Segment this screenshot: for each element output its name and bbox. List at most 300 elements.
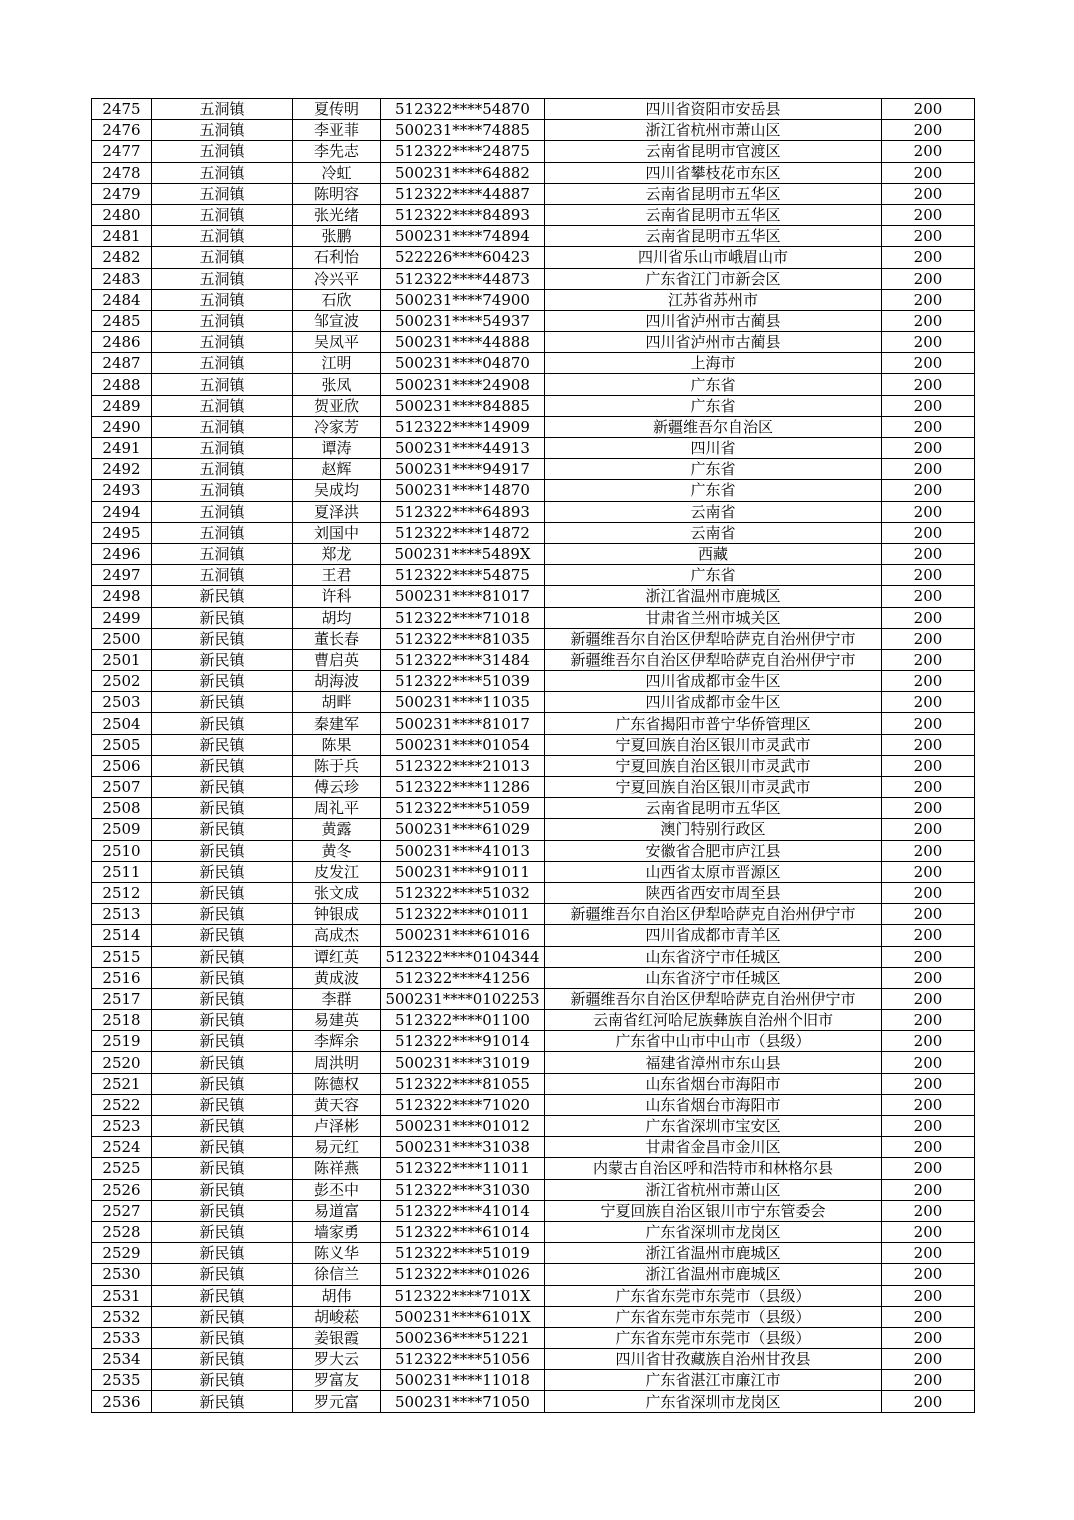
town-cell: 新民镇 <box>152 988 293 1009</box>
amount-cell: 200 <box>882 1052 975 1073</box>
town-cell: 新民镇 <box>152 1179 293 1200</box>
amount-cell: 200 <box>882 586 975 607</box>
table-row <box>92 1031 975 1052</box>
town-cell: 五洞镇 <box>152 332 293 353</box>
table-row <box>92 99 975 120</box>
table-row <box>92 501 975 522</box>
id-number-cell: 512322****11286 <box>381 777 545 798</box>
amount-cell: 200 <box>882 1158 975 1179</box>
location-cell: 广东省东莞市东莞市（县级） <box>545 1306 882 1327</box>
amount-cell: 200 <box>882 1285 975 1306</box>
id-number-cell: 500236****51221 <box>381 1327 545 1348</box>
name-cell: 周礼平 <box>293 798 381 819</box>
name-cell: 易建英 <box>293 1010 381 1031</box>
location-cell: 广东省 <box>545 480 882 501</box>
id-number-cell: 512322****51059 <box>381 798 545 819</box>
amount-cell: 200 <box>882 1370 975 1391</box>
id-number-cell: 500231****0102253 <box>381 988 545 1009</box>
amount-cell: 200 <box>882 1243 975 1264</box>
amount-cell: 200 <box>882 268 975 289</box>
town-cell: 新民镇 <box>152 1306 293 1327</box>
id-number-cell: 500231****74885 <box>381 120 545 141</box>
amount-cell: 200 <box>882 1179 975 1200</box>
amount-cell: 200 <box>882 395 975 416</box>
row-number-cell: 2517 <box>92 988 152 1009</box>
table-row <box>92 289 975 310</box>
location-cell: 浙江省杭州市萧山区 <box>545 1179 882 1200</box>
location-cell: 广东省江门市新会区 <box>545 268 882 289</box>
id-number-cell: 512322****41014 <box>381 1200 545 1221</box>
amount-cell: 200 <box>882 628 975 649</box>
town-cell: 新民镇 <box>152 798 293 819</box>
location-cell: 福建省漳州市东山县 <box>545 1052 882 1073</box>
town-cell: 新民镇 <box>152 946 293 967</box>
name-cell: 夏泽洪 <box>293 501 381 522</box>
town-cell: 新民镇 <box>152 1391 293 1412</box>
row-number-cell: 2489 <box>92 395 152 416</box>
town-cell: 新民镇 <box>152 967 293 988</box>
id-number-cell: 512322****7101X <box>381 1285 545 1306</box>
table-row <box>92 734 975 755</box>
name-cell: 李先志 <box>293 141 381 162</box>
row-number-cell: 2499 <box>92 607 152 628</box>
id-number-cell: 512322****54870 <box>381 99 545 120</box>
id-number-cell: 512322****44873 <box>381 268 545 289</box>
amount-cell: 200 <box>882 671 975 692</box>
id-number-cell: 512322****51032 <box>381 882 545 903</box>
table-row <box>92 840 975 861</box>
name-cell: 李亚菲 <box>293 120 381 141</box>
id-number-cell: 512322****54875 <box>381 565 545 586</box>
amount-cell: 200 <box>882 1391 975 1412</box>
town-cell: 五洞镇 <box>152 204 293 225</box>
id-number-cell: 500231****71050 <box>381 1391 545 1412</box>
town-cell: 新民镇 <box>152 1370 293 1391</box>
location-cell: 四川省泸州市古蔺县 <box>545 332 882 353</box>
id-number-cell: 512322****11011 <box>381 1158 545 1179</box>
name-cell: 黄露 <box>293 819 381 840</box>
town-cell: 新民镇 <box>152 713 293 734</box>
row-number-cell: 2476 <box>92 120 152 141</box>
amount-cell: 200 <box>882 1094 975 1115</box>
name-cell: 徐信兰 <box>293 1264 381 1285</box>
name-cell: 姜银霞 <box>293 1327 381 1348</box>
name-cell: 罗元富 <box>293 1391 381 1412</box>
town-cell: 新民镇 <box>152 628 293 649</box>
row-number-cell: 2516 <box>92 967 152 988</box>
town-cell: 五洞镇 <box>152 565 293 586</box>
town-cell: 新民镇 <box>152 1073 293 1094</box>
id-number-cell: 512322****14872 <box>381 522 545 543</box>
name-cell: 陈义华 <box>293 1243 381 1264</box>
name-cell: 罗富友 <box>293 1370 381 1391</box>
location-cell: 新疆维吾尔自治区 <box>545 416 882 437</box>
name-cell: 陈祥燕 <box>293 1158 381 1179</box>
row-number-cell: 2481 <box>92 226 152 247</box>
amount-cell: 200 <box>882 777 975 798</box>
location-cell: 云南省昆明市五华区 <box>545 226 882 247</box>
row-number-cell: 2484 <box>92 289 152 310</box>
town-cell: 新民镇 <box>152 840 293 861</box>
id-number-cell: 500231****6101X <box>381 1306 545 1327</box>
table-row <box>92 353 975 374</box>
town-cell: 五洞镇 <box>152 289 293 310</box>
table-row <box>92 755 975 776</box>
table-row <box>92 416 975 437</box>
id-number-cell: 512322****81035 <box>381 628 545 649</box>
table-row <box>92 967 975 988</box>
name-cell: 罗大云 <box>293 1349 381 1370</box>
table-row <box>92 1052 975 1073</box>
id-number-cell: 500231****31019 <box>381 1052 545 1073</box>
id-number-cell: 500231****11018 <box>381 1370 545 1391</box>
location-cell: 广东省 <box>545 565 882 586</box>
table-row <box>92 204 975 225</box>
table-row <box>92 692 975 713</box>
row-number-cell: 2529 <box>92 1243 152 1264</box>
name-cell: 刘国中 <box>293 522 381 543</box>
name-cell: 陈果 <box>293 734 381 755</box>
row-number-cell: 2480 <box>92 204 152 225</box>
table-row <box>92 226 975 247</box>
town-cell: 五洞镇 <box>152 183 293 204</box>
name-cell: 张凤 <box>293 374 381 395</box>
name-cell: 胡峻菘 <box>293 1306 381 1327</box>
amount-cell: 200 <box>882 480 975 501</box>
row-number-cell: 2512 <box>92 882 152 903</box>
town-cell: 新民镇 <box>152 1327 293 1348</box>
name-cell: 墙家勇 <box>293 1221 381 1242</box>
name-cell: 王君 <box>293 565 381 586</box>
amount-cell: 200 <box>882 734 975 755</box>
name-cell: 李群 <box>293 988 381 1009</box>
location-cell: 广东省东莞市东莞市（县级） <box>545 1285 882 1306</box>
town-cell: 新民镇 <box>152 1158 293 1179</box>
table-row <box>92 141 975 162</box>
table-row <box>92 1116 975 1137</box>
table-row <box>92 1349 975 1370</box>
town-cell: 五洞镇 <box>152 395 293 416</box>
amount-cell: 200 <box>882 1306 975 1327</box>
amount-cell: 200 <box>882 416 975 437</box>
row-number-cell: 2521 <box>92 1073 152 1094</box>
town-cell: 五洞镇 <box>152 438 293 459</box>
location-cell: 西藏 <box>545 543 882 564</box>
location-cell: 山东省济宁市任城区 <box>545 946 882 967</box>
row-number-cell: 2507 <box>92 777 152 798</box>
id-number-cell: 500231****91011 <box>381 861 545 882</box>
town-cell: 新民镇 <box>152 882 293 903</box>
table-row <box>92 882 975 903</box>
town-cell: 新民镇 <box>152 1094 293 1115</box>
name-cell: 张光绪 <box>293 204 381 225</box>
name-cell: 皮发江 <box>293 861 381 882</box>
name-cell: 胡伟 <box>293 1285 381 1306</box>
row-number-cell: 2502 <box>92 671 152 692</box>
town-cell: 新民镇 <box>152 819 293 840</box>
location-cell: 四川省成都市青羊区 <box>545 925 882 946</box>
id-number-cell: 500231****44913 <box>381 438 545 459</box>
location-cell: 新疆维吾尔自治区伊犁哈萨克自治州伊宁市 <box>545 649 882 670</box>
row-number-cell: 2532 <box>92 1306 152 1327</box>
row-number-cell: 2523 <box>92 1116 152 1137</box>
town-cell: 五洞镇 <box>152 120 293 141</box>
name-cell: 郑龙 <box>293 543 381 564</box>
amount-cell: 200 <box>882 374 975 395</box>
id-number-cell: 500231****81017 <box>381 713 545 734</box>
id-number-cell: 512322****01026 <box>381 1264 545 1285</box>
table-row <box>92 988 975 1009</box>
row-number-cell: 2520 <box>92 1052 152 1073</box>
table-row <box>92 543 975 564</box>
name-cell: 卢泽彬 <box>293 1116 381 1137</box>
amount-cell: 200 <box>882 1264 975 1285</box>
id-number-cell: 500231****64882 <box>381 162 545 183</box>
town-cell: 新民镇 <box>152 1137 293 1158</box>
amount-cell: 200 <box>882 438 975 459</box>
amount-cell: 200 <box>882 988 975 1009</box>
location-cell: 广东省深圳市龙岗区 <box>545 1391 882 1412</box>
town-cell: 新民镇 <box>152 1200 293 1221</box>
location-cell: 内蒙古自治区呼和浩特市和林格尔县 <box>545 1158 882 1179</box>
id-number-cell: 522226****60423 <box>381 247 545 268</box>
table-row <box>92 671 975 692</box>
name-cell: 邹宣波 <box>293 310 381 331</box>
location-cell: 云南省昆明市五华区 <box>545 798 882 819</box>
amount-cell: 200 <box>882 183 975 204</box>
row-number-cell: 2495 <box>92 522 152 543</box>
id-number-cell: 500231****11035 <box>381 692 545 713</box>
id-number-cell: 512322****14909 <box>381 416 545 437</box>
id-number-cell: 500231****31038 <box>381 1137 545 1158</box>
row-number-cell: 2494 <box>92 501 152 522</box>
table-row <box>92 1094 975 1115</box>
name-cell: 胡畔 <box>293 692 381 713</box>
id-number-cell: 500231****01012 <box>381 1116 545 1137</box>
row-number-cell: 2479 <box>92 183 152 204</box>
table-row <box>92 183 975 204</box>
town-cell: 五洞镇 <box>152 226 293 247</box>
id-number-cell: 500231****61016 <box>381 925 545 946</box>
name-cell: 许科 <box>293 586 381 607</box>
table-row <box>92 1243 975 1264</box>
row-number-cell: 2496 <box>92 543 152 564</box>
id-number-cell: 512322****01100 <box>381 1010 545 1031</box>
location-cell: 浙江省温州市鹿城区 <box>545 586 882 607</box>
amount-cell: 200 <box>882 459 975 480</box>
row-number-cell: 2524 <box>92 1137 152 1158</box>
location-cell: 广东省揭阳市普宁华侨管理区 <box>545 713 882 734</box>
location-cell: 江苏省苏州市 <box>545 289 882 310</box>
row-number-cell: 2519 <box>92 1031 152 1052</box>
name-cell: 高成杰 <box>293 925 381 946</box>
town-cell: 五洞镇 <box>152 162 293 183</box>
amount-cell: 200 <box>882 565 975 586</box>
location-cell: 甘肃省金昌市金川区 <box>545 1137 882 1158</box>
town-cell: 新民镇 <box>152 777 293 798</box>
location-cell: 云南省昆明市五华区 <box>545 183 882 204</box>
row-number-cell: 2477 <box>92 141 152 162</box>
name-cell: 张文成 <box>293 882 381 903</box>
town-cell: 五洞镇 <box>152 459 293 480</box>
table-row <box>92 395 975 416</box>
id-number-cell: 512322****64893 <box>381 501 545 522</box>
id-number-cell: 500231****81017 <box>381 586 545 607</box>
row-number-cell: 2534 <box>92 1349 152 1370</box>
location-cell: 山东省烟台市海阳市 <box>545 1094 882 1115</box>
id-number-cell: 512322****51039 <box>381 671 545 692</box>
name-cell: 胡海波 <box>293 671 381 692</box>
amount-cell: 200 <box>882 925 975 946</box>
location-cell: 广东省 <box>545 374 882 395</box>
id-number-cell: 500231****24908 <box>381 374 545 395</box>
location-cell: 安徽省合肥市庐江县 <box>545 840 882 861</box>
amount-cell: 200 <box>882 1349 975 1370</box>
id-number-cell: 500231****41013 <box>381 840 545 861</box>
table-row <box>92 1370 975 1391</box>
town-cell: 五洞镇 <box>152 310 293 331</box>
amount-cell: 200 <box>882 819 975 840</box>
name-cell: 黄成波 <box>293 967 381 988</box>
id-number-cell: 512322****61014 <box>381 1221 545 1242</box>
town-cell: 新民镇 <box>152 1243 293 1264</box>
location-cell: 广东省中山市中山市（县级） <box>545 1031 882 1052</box>
location-cell: 云南省 <box>545 522 882 543</box>
town-cell: 新民镇 <box>152 586 293 607</box>
town-cell: 新民镇 <box>152 904 293 925</box>
town-cell: 五洞镇 <box>152 416 293 437</box>
amount-cell: 200 <box>882 1073 975 1094</box>
table-row <box>92 247 975 268</box>
table-row <box>92 1158 975 1179</box>
row-number-cell: 2475 <box>92 99 152 120</box>
location-cell: 四川省成都市金牛区 <box>545 692 882 713</box>
id-number-cell: 512322****51056 <box>381 1349 545 1370</box>
location-cell: 四川省乐山市峨眉山市 <box>545 247 882 268</box>
row-number-cell: 2500 <box>92 628 152 649</box>
location-cell: 山东省烟台市海阳市 <box>545 1073 882 1094</box>
id-number-cell: 500231****04870 <box>381 353 545 374</box>
table-row <box>92 480 975 501</box>
table-row <box>92 798 975 819</box>
table-row <box>92 1285 975 1306</box>
table-row <box>92 861 975 882</box>
id-number-cell: 512322****31030 <box>381 1179 545 1200</box>
row-number-cell: 2527 <box>92 1200 152 1221</box>
id-number-cell: 500231****44888 <box>381 332 545 353</box>
amount-cell: 200 <box>882 289 975 310</box>
amount-cell: 200 <box>882 840 975 861</box>
name-cell: 董长春 <box>293 628 381 649</box>
name-cell: 秦建军 <box>293 713 381 734</box>
name-cell: 赵辉 <box>293 459 381 480</box>
amount-cell: 200 <box>882 649 975 670</box>
id-number-cell: 512322****41256 <box>381 967 545 988</box>
location-cell: 宁夏回族自治区银川市灵武市 <box>545 755 882 776</box>
amount-cell: 200 <box>882 1137 975 1158</box>
id-number-cell: 512322****31484 <box>381 649 545 670</box>
location-cell: 浙江省温州市鹿城区 <box>545 1264 882 1285</box>
town-cell: 五洞镇 <box>152 247 293 268</box>
row-number-cell: 2490 <box>92 416 152 437</box>
town-cell: 新民镇 <box>152 1031 293 1052</box>
row-number-cell: 2509 <box>92 819 152 840</box>
table-row <box>92 374 975 395</box>
row-number-cell: 2525 <box>92 1158 152 1179</box>
location-cell: 山东省济宁市任城区 <box>545 967 882 988</box>
table-row <box>92 162 975 183</box>
name-cell: 石欣 <box>293 289 381 310</box>
name-cell: 黄天容 <box>293 1094 381 1115</box>
id-number-cell: 512322****81055 <box>381 1073 545 1094</box>
location-cell: 新疆维吾尔自治区伊犁哈萨克自治州伊宁市 <box>545 988 882 1009</box>
amount-cell: 200 <box>882 141 975 162</box>
table-row <box>92 1073 975 1094</box>
location-cell: 陕西省西安市周至县 <box>545 882 882 903</box>
location-cell: 广东省 <box>545 459 882 480</box>
name-cell: 陈德权 <box>293 1073 381 1094</box>
town-cell: 新民镇 <box>152 1221 293 1242</box>
amount-cell: 200 <box>882 310 975 331</box>
amount-cell: 200 <box>882 1010 975 1031</box>
row-number-cell: 2528 <box>92 1221 152 1242</box>
row-number-cell: 2498 <box>92 586 152 607</box>
id-number-cell: 512322****21013 <box>381 755 545 776</box>
row-number-cell: 2485 <box>92 310 152 331</box>
name-cell: 夏传明 <box>293 99 381 120</box>
town-cell: 五洞镇 <box>152 99 293 120</box>
id-number-cell: 500231****61029 <box>381 819 545 840</box>
name-cell: 冷兴平 <box>293 268 381 289</box>
table-row <box>92 1306 975 1327</box>
row-number-cell: 2511 <box>92 861 152 882</box>
town-cell: 新民镇 <box>152 1349 293 1370</box>
table-row <box>92 607 975 628</box>
name-cell: 陈明容 <box>293 183 381 204</box>
id-number-cell: 512322****44887 <box>381 183 545 204</box>
town-cell: 五洞镇 <box>152 141 293 162</box>
name-cell: 钟银成 <box>293 904 381 925</box>
location-cell: 四川省成都市金牛区 <box>545 671 882 692</box>
town-cell: 新民镇 <box>152 671 293 692</box>
row-number-cell: 2493 <box>92 480 152 501</box>
location-cell: 广东省东莞市东莞市（县级） <box>545 1327 882 1348</box>
row-number-cell: 2488 <box>92 374 152 395</box>
name-cell: 冷家芳 <box>293 416 381 437</box>
amount-cell: 200 <box>882 967 975 988</box>
name-cell: 傅云珍 <box>293 777 381 798</box>
id-number-cell: 512322****51019 <box>381 1243 545 1264</box>
location-cell: 四川省甘孜藏族自治州甘孜县 <box>545 1349 882 1370</box>
amount-cell: 200 <box>882 522 975 543</box>
amount-cell: 200 <box>882 247 975 268</box>
location-cell: 广东省湛江市廉江市 <box>545 1370 882 1391</box>
table-body <box>92 99 975 1413</box>
amount-cell: 200 <box>882 120 975 141</box>
name-cell: 胡均 <box>293 607 381 628</box>
town-cell: 新民镇 <box>152 755 293 776</box>
id-number-cell: 512322****71018 <box>381 607 545 628</box>
amount-cell: 200 <box>882 204 975 225</box>
location-cell: 四川省 <box>545 438 882 459</box>
location-cell: 云南省昆明市五华区 <box>545 204 882 225</box>
amount-cell: 200 <box>882 1327 975 1348</box>
id-number-cell: 512322****84893 <box>381 204 545 225</box>
name-cell: 陈于兵 <box>293 755 381 776</box>
location-cell: 四川省资阳市安岳县 <box>545 99 882 120</box>
id-number-cell: 512322****91014 <box>381 1031 545 1052</box>
row-number-cell: 2510 <box>92 840 152 861</box>
